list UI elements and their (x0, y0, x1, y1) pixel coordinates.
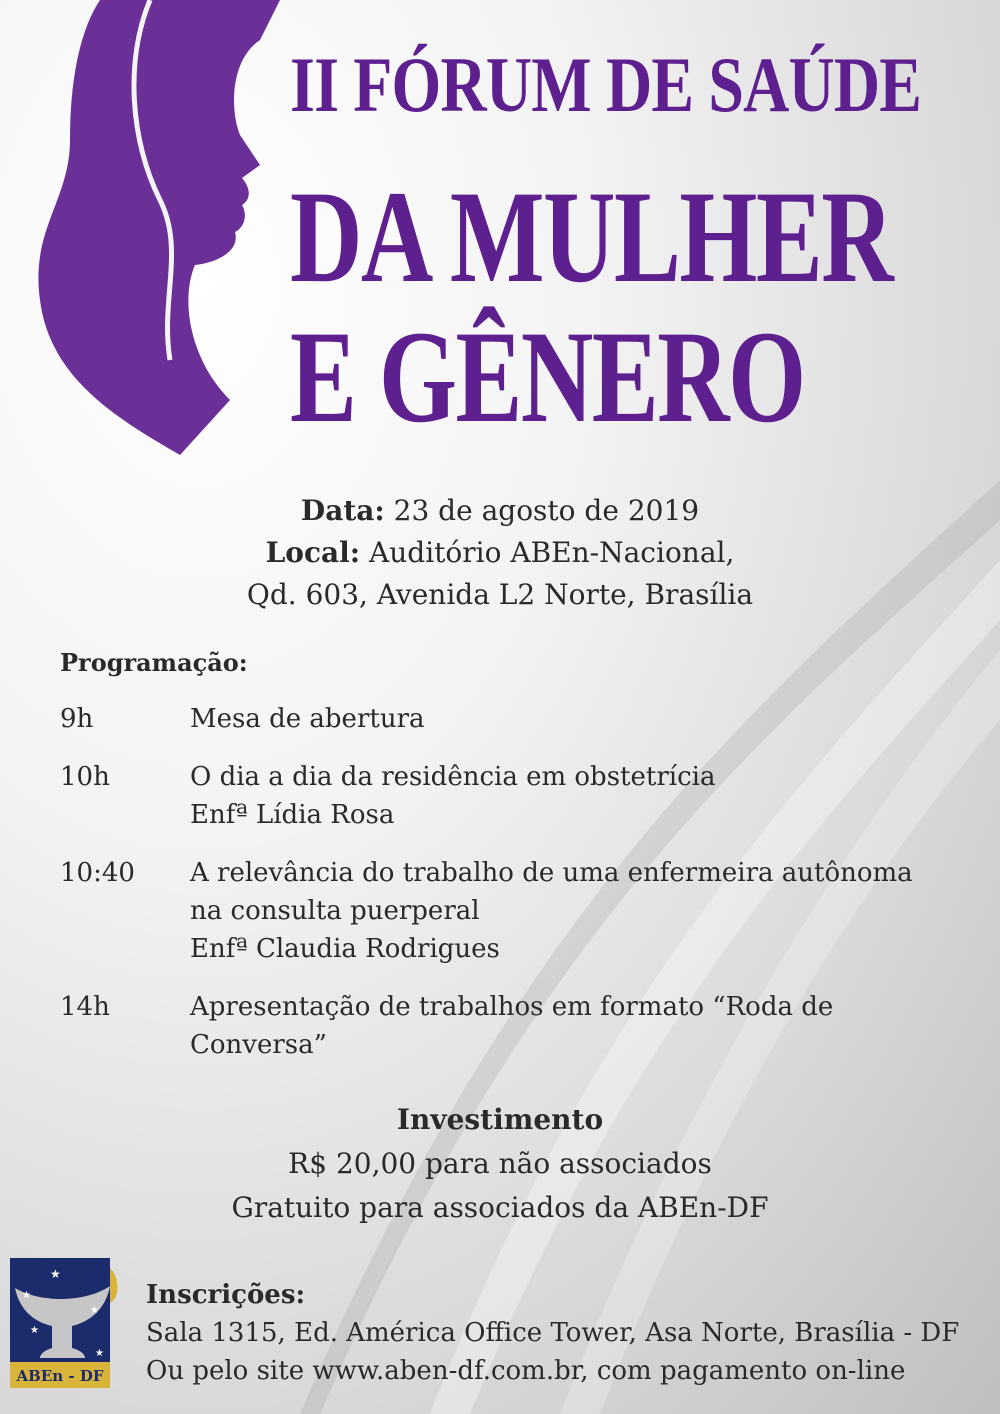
program-time: 10:40 (60, 858, 135, 888)
local-line (0, 532, 1000, 574)
svg-text:★: ★ (50, 1267, 61, 1281)
registration-site: Ou pelo site www.aben-df.com.br, com pagamento on-line (146, 1356, 906, 1386)
program-description (190, 854, 960, 968)
address-line: Qd. 603, Avenida L2 Norte, Brasília (246, 578, 754, 611)
program-item (60, 758, 960, 834)
program-description (190, 700, 960, 738)
program-speaker: Enfª Lídia Rosa (190, 800, 395, 830)
registration-heading: Inscrições: (146, 1280, 306, 1310)
svg-text:★: ★ (90, 1305, 99, 1316)
program-line: na consulta puerperal (190, 896, 480, 926)
local-value: Auditório ABEn-Nacional, (369, 536, 735, 569)
date-line (0, 490, 1000, 532)
investment-section (0, 1098, 1000, 1230)
program-time: 10h (60, 762, 110, 792)
svg-text:★: ★ (30, 1325, 39, 1336)
program-line: Mesa de abertura (190, 704, 425, 734)
program-line: O dia a dia da residência em obstetrícia (190, 762, 716, 792)
program-item (60, 988, 960, 1064)
svg-text:★: ★ (22, 1290, 31, 1301)
date-value: 23 de agosto de 2019 (393, 494, 700, 527)
investment-free: Gratuito para associados da ABEn-DF (231, 1191, 769, 1224)
woman-profile-icon (30, 0, 280, 470)
logo-text: ABEn - DF (16, 1367, 104, 1385)
date-label: Data: (300, 494, 385, 527)
program-time: 9h (60, 704, 94, 734)
program-heading: Programação: (60, 648, 248, 677)
program-item (60, 700, 960, 738)
program-line: A relevância do trabalho de uma enfermeira autônoma (190, 858, 913, 888)
program-description (190, 758, 960, 834)
investment-heading: Investimento (396, 1103, 604, 1136)
program-line: Apresentação de trabalhos em formato “Roda de (190, 992, 834, 1022)
investment-price: R$ 20,00 para não associados (288, 1147, 712, 1180)
program-time: 14h (60, 992, 110, 1022)
registration-section (146, 1276, 959, 1390)
local-label: Local: (265, 536, 361, 569)
title-line-3: E GÊNERO (290, 303, 805, 450)
program-line: Conversa” (190, 1030, 327, 1060)
event-info (0, 490, 1000, 616)
program-speaker: Enfª Claudia Rodrigues (190, 934, 500, 964)
program-item (60, 854, 960, 968)
title-line-1: II FÓRUM DE SAÚDE (290, 41, 922, 128)
registration-address: Sala 1315, Ed. América Office Tower, Asa Norte, Brasília - DF (146, 1318, 960, 1348)
svg-text:★: ★ (95, 1348, 104, 1359)
program-description (190, 988, 960, 1064)
aben-df-logo (10, 1258, 120, 1388)
program-list (60, 700, 960, 1084)
title-line-2: DA MULHER (290, 163, 893, 310)
